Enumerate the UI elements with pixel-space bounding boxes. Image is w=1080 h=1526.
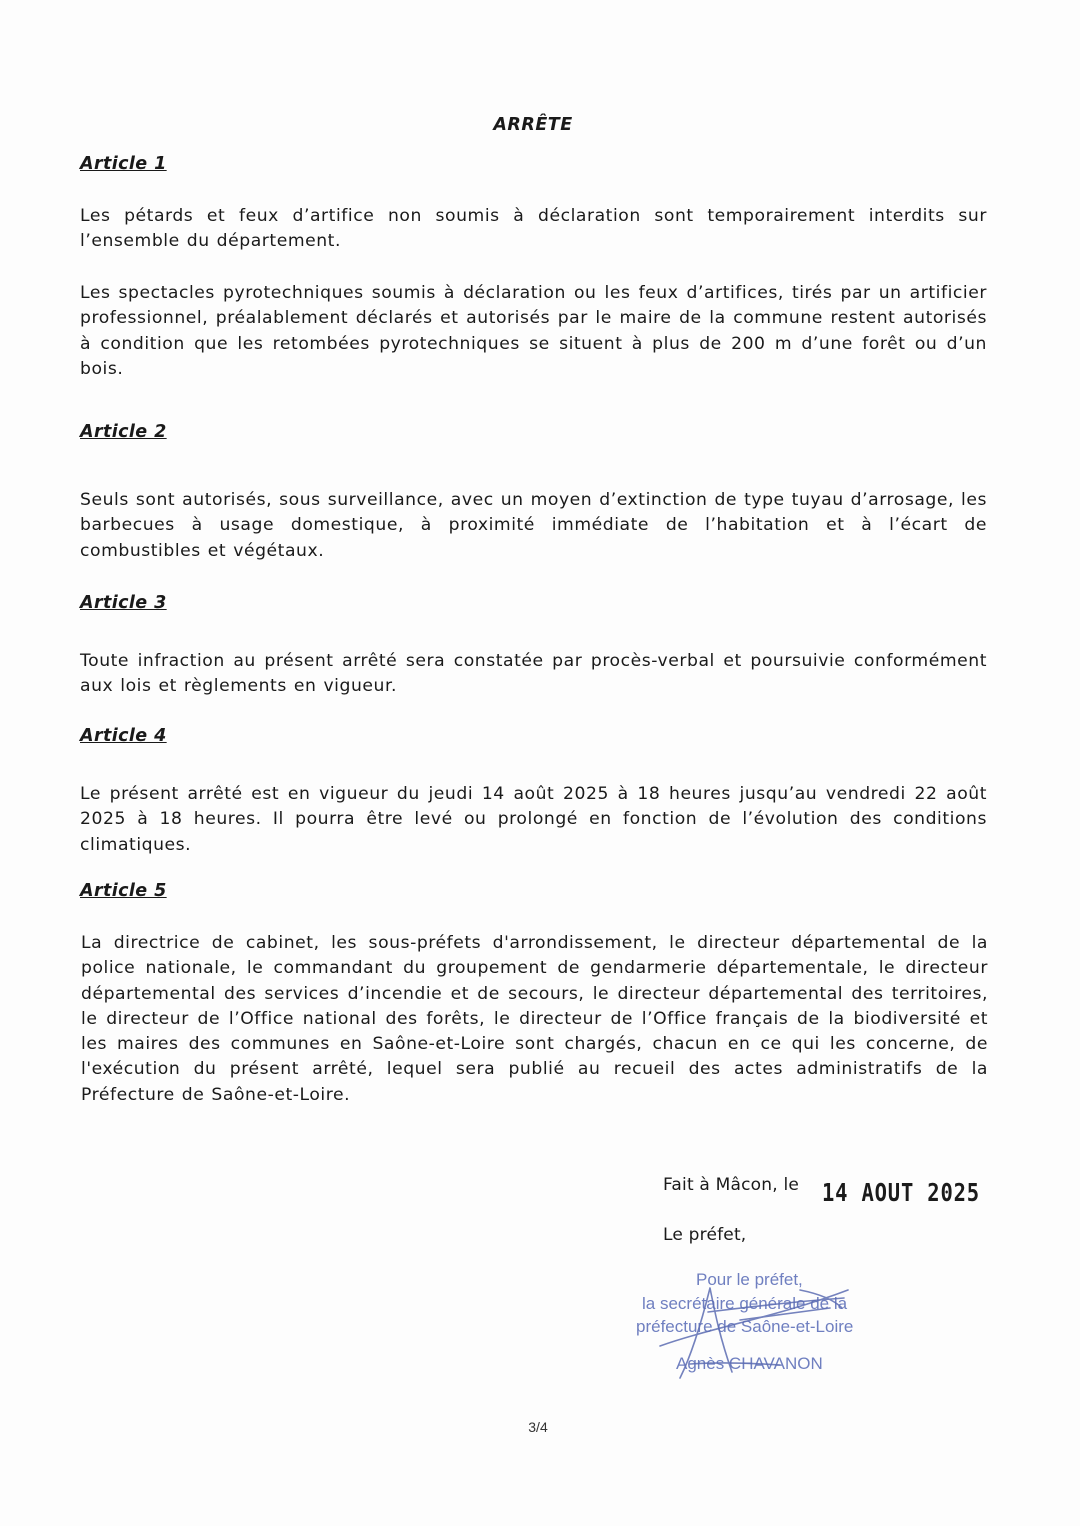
- signatory-title: Le préfet,: [663, 1225, 747, 1245]
- handwritten-signature-icon: [620, 1268, 900, 1388]
- article-2-heading: Article 2: [80, 422, 167, 442]
- signatory-name: Agnès CHAVANON: [676, 1354, 823, 1373]
- delegation-line-3: préfecture de Saône-et-Loire: [636, 1317, 854, 1336]
- delegation-line-2: la secrétaire générale de la: [642, 1294, 848, 1313]
- signature-stamp: [620, 1268, 900, 1388]
- article-4-heading: Article 4: [80, 726, 167, 746]
- delegation-line-1: Pour le préfet,: [696, 1270, 803, 1289]
- article-1-paragraph-1: Les pétards et feux d’artifice non soumis à déclaration sont temporairement interdits sur l’ensemble du département.: [80, 206, 987, 252]
- document-title: ARRÊTE: [493, 115, 573, 135]
- stamped-date: 14 AOUT 2025: [822, 1178, 980, 1207]
- article-5-paragraph-1: La directrice de cabinet, les sous-préfets d'arrondissement, le directeur départemental de la police nationale, le commandant du groupement de gendarmerie départementale, le directeur départemental des services d’incendie et de secours, le directeur départemental des territoires, le directeur de l’Office national des forêts, le directeur de l’Office français de la biodiversité et les maires des communes en Saône-et-Loire sont chargés, chacun en ce qui les concerne, de l'exécution du présent arrêté, lequel sera publié au recueil des actes administratifs de la Préfecture de Saône-et-Loire.: [81, 933, 988, 1105]
- article-1-paragraph-2: Les spectacles pyrotechniques soumis à déclaration ou les feux d’artifices, tirés par un artificier professionnel, préalablement déclarés et autorisés par le maire de la commune restent autorisés à condition que les retombées pyrotechniques se situent à plus de 200 m d’une forêt ou d’un bois.: [80, 283, 987, 379]
- place-date-label: Fait à Mâcon, le: [663, 1175, 800, 1195]
- article-5-heading: Article 5: [80, 881, 167, 901]
- article-2-paragraph-1: Seuls sont autorisés, sous surveillance, avec un moyen d’extinction de type tuyau d’arrosage, les barbecues à usage domestique, à proximité immédiate de l’habitation et à l’écart de combustibles et végétaux.: [80, 490, 987, 561]
- article-1-heading: Article 1: [80, 154, 167, 174]
- page-number: 3/4: [528, 1419, 548, 1435]
- article-4-paragraph-1: Le présent arrêté est en vigueur du jeudi 14 août 2025 à 18 heures jusqu’au vendredi 22 août 2025 à 18 heures. Il pourra être levé ou prolongé en fonction de l’évolution des conditions climatiques.: [80, 784, 987, 855]
- article-3-paragraph-1: Toute infraction au présent arrêté sera constatée par procès-verbal et poursuivie conformément aux lois et règlements en vigueur.: [80, 651, 987, 697]
- article-3-heading: Article 3: [80, 593, 167, 613]
